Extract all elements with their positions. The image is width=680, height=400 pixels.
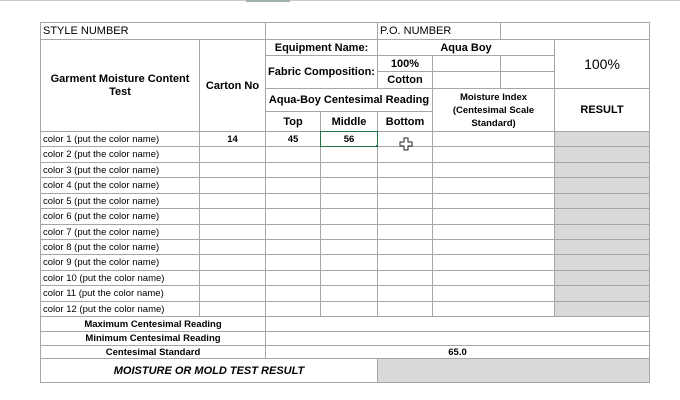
- carton-cell[interactable]: [199, 239, 266, 255]
- color-name-cell[interactable]: color 10 (put the color name): [40, 270, 200, 286]
- max-reading-value[interactable]: [265, 316, 650, 332]
- fabric-cell[interactable]: [500, 55, 555, 72]
- ribbon-tab-indicator: [246, 0, 290, 2]
- moisture-index-cell[interactable]: [432, 301, 555, 317]
- cell-cursor-icon: [399, 137, 413, 151]
- result-cell[interactable]: [554, 208, 650, 225]
- min-reading-label[interactable]: Minimum Centesimal Reading: [40, 331, 266, 346]
- color-name-cell[interactable]: color 7 (put the color name): [40, 224, 200, 240]
- color-name-cell[interactable]: color 4 (put the color name): [40, 177, 200, 194]
- middle-reading-cell[interactable]: [320, 285, 378, 302]
- carton-no-header[interactable]: Carton No: [199, 39, 266, 132]
- centesimal-standard-value[interactable]: 65.0: [265, 345, 650, 359]
- top-column-header[interactable]: Top: [265, 111, 321, 132]
- equipment-name-label[interactable]: Equipment Name:: [265, 39, 378, 56]
- result-percent[interactable]: 100%: [554, 39, 650, 89]
- test-result-value[interactable]: [377, 358, 650, 383]
- carton-cell[interactable]: [199, 224, 266, 240]
- middle-reading-cell[interactable]: [320, 146, 378, 163]
- moisture-index-cell[interactable]: [432, 285, 555, 302]
- moisture-index-cell[interactable]: [432, 162, 555, 178]
- fabric-cell[interactable]: [432, 71, 501, 89]
- result-cell[interactable]: [554, 162, 650, 178]
- po-number-field[interactable]: [500, 22, 650, 40]
- result-header[interactable]: RESULT: [554, 88, 650, 132]
- bottom-reading-cell[interactable]: [377, 239, 433, 255]
- bottom-reading-cell[interactable]: [377, 254, 433, 271]
- aquaboy-reading-header[interactable]: Aqua-Boy Centesimal Reading: [265, 88, 433, 112]
- top-reading-cell[interactable]: [265, 301, 321, 317]
- color-name-cell[interactable]: color 11 (put the color name): [40, 285, 200, 302]
- bottom-reading-cell[interactable]: [377, 301, 433, 317]
- carton-cell[interactable]: 14: [199, 131, 266, 147]
- moisture-index-cell[interactable]: [432, 177, 555, 194]
- color-name-cell[interactable]: color 12 (put the color name): [40, 301, 200, 317]
- carton-cell[interactable]: [199, 193, 266, 209]
- top-reading-cell[interactable]: 45: [265, 131, 321, 147]
- color-name-cell[interactable]: color 1 (put the color name): [40, 131, 200, 147]
- carton-cell[interactable]: [199, 208, 266, 225]
- max-reading-label[interactable]: Maximum Centesimal Reading: [40, 316, 266, 332]
- middle-reading-cell[interactable]: [320, 270, 378, 286]
- top-reading-cell[interactable]: [265, 224, 321, 240]
- fabric-cell[interactable]: [432, 55, 501, 72]
- fabric-cell[interactable]: [500, 71, 555, 89]
- style-number-label[interactable]: STYLE NUMBER: [40, 22, 266, 40]
- top-reading-cell[interactable]: [265, 208, 321, 225]
- top-reading-cell[interactable]: [265, 193, 321, 209]
- moisture-index-cell[interactable]: [432, 131, 555, 147]
- color-name-cell[interactable]: color 9 (put the color name): [40, 254, 200, 271]
- color-name-cell[interactable]: color 3 (put the color name): [40, 162, 200, 178]
- color-name-cell[interactable]: color 8 (put the color name): [40, 239, 200, 255]
- moisture-index-header[interactable]: Moisture Index (Centesimal Scale Standard): [432, 88, 555, 132]
- result-cell[interactable]: [554, 285, 650, 302]
- garment-moisture-title[interactable]: Garment Moisture Content Test: [40, 39, 200, 132]
- middle-column-header[interactable]: Middle: [320, 111, 378, 132]
- carton-cell[interactable]: [199, 146, 266, 163]
- color-name-cell[interactable]: color 6 (put the color name): [40, 208, 200, 225]
- bottom-reading-cell[interactable]: [377, 193, 433, 209]
- moisture-index-cell[interactable]: [432, 146, 555, 163]
- carton-cell[interactable]: [199, 270, 266, 286]
- window-top-border: [0, 0, 680, 1]
- middle-reading-cell[interactable]: [320, 224, 378, 240]
- middle-reading-cell[interactable]: [320, 239, 378, 255]
- moisture-index-cell[interactable]: [432, 239, 555, 255]
- middle-reading-cell[interactable]: [320, 208, 378, 225]
- bottom-column-header[interactable]: Bottom: [377, 111, 433, 132]
- carton-cell[interactable]: [199, 254, 266, 271]
- top-reading-cell[interactable]: [265, 285, 321, 302]
- fabric-percent-value[interactable]: 100%: [377, 55, 433, 72]
- fabric-material-value[interactable]: Cotton: [377, 71, 433, 89]
- moisture-index-cell[interactable]: [432, 270, 555, 286]
- middle-reading-cell[interactable]: 56: [320, 131, 378, 147]
- carton-cell[interactable]: [199, 177, 266, 194]
- middle-reading-cell[interactable]: [320, 177, 378, 194]
- moisture-index-cell[interactable]: [432, 208, 555, 225]
- top-reading-cell[interactable]: [265, 239, 321, 255]
- bottom-reading-cell[interactable]: [377, 177, 433, 194]
- bottom-reading-cell[interactable]: [377, 285, 433, 302]
- top-reading-cell[interactable]: [265, 177, 321, 194]
- bottom-reading-cell[interactable]: [377, 224, 433, 240]
- result-cell[interactable]: [554, 301, 650, 317]
- test-result-label[interactable]: MOISTURE OR MOLD TEST RESULT: [40, 358, 378, 383]
- moisture-index-cell[interactable]: [432, 254, 555, 271]
- top-reading-cell[interactable]: [265, 270, 321, 286]
- top-reading-cell[interactable]: [265, 162, 321, 178]
- result-cell[interactable]: [554, 177, 650, 194]
- equipment-name-value[interactable]: Aqua Boy: [377, 39, 555, 56]
- middle-reading-cell[interactable]: [320, 301, 378, 317]
- carton-cell[interactable]: [199, 162, 266, 178]
- middle-reading-cell[interactable]: [320, 254, 378, 271]
- carton-cell[interactable]: [199, 285, 266, 302]
- result-cell[interactable]: [554, 239, 650, 255]
- moisture-index-cell[interactable]: [432, 224, 555, 240]
- style-number-field[interactable]: [265, 22, 378, 40]
- color-name-cell[interactable]: color 5 (put the color name): [40, 193, 200, 209]
- carton-cell[interactable]: [199, 301, 266, 317]
- result-cell[interactable]: [554, 270, 650, 286]
- middle-reading-cell[interactable]: [320, 162, 378, 178]
- top-reading-cell[interactable]: [265, 146, 321, 163]
- po-number-label[interactable]: P.O. NUMBER: [377, 22, 501, 40]
- result-cell[interactable]: [554, 254, 650, 271]
- middle-reading-cell[interactable]: [320, 193, 378, 209]
- centesimal-standard-label[interactable]: Centesimal Standard: [40, 345, 266, 359]
- result-cell[interactable]: [554, 224, 650, 240]
- color-name-cell[interactable]: color 2 (put the color name): [40, 146, 200, 163]
- result-cell[interactable]: [554, 146, 650, 163]
- bottom-reading-cell[interactable]: [377, 162, 433, 178]
- min-reading-value[interactable]: [265, 331, 650, 346]
- bottom-reading-cell[interactable]: [377, 270, 433, 286]
- moisture-index-cell[interactable]: [432, 193, 555, 209]
- bottom-reading-cell[interactable]: [377, 208, 433, 225]
- result-cell[interactable]: [554, 193, 650, 209]
- top-reading-cell[interactable]: [265, 254, 321, 271]
- fabric-composition-label[interactable]: Fabric Composition:: [265, 55, 378, 89]
- result-cell[interactable]: [554, 131, 650, 147]
